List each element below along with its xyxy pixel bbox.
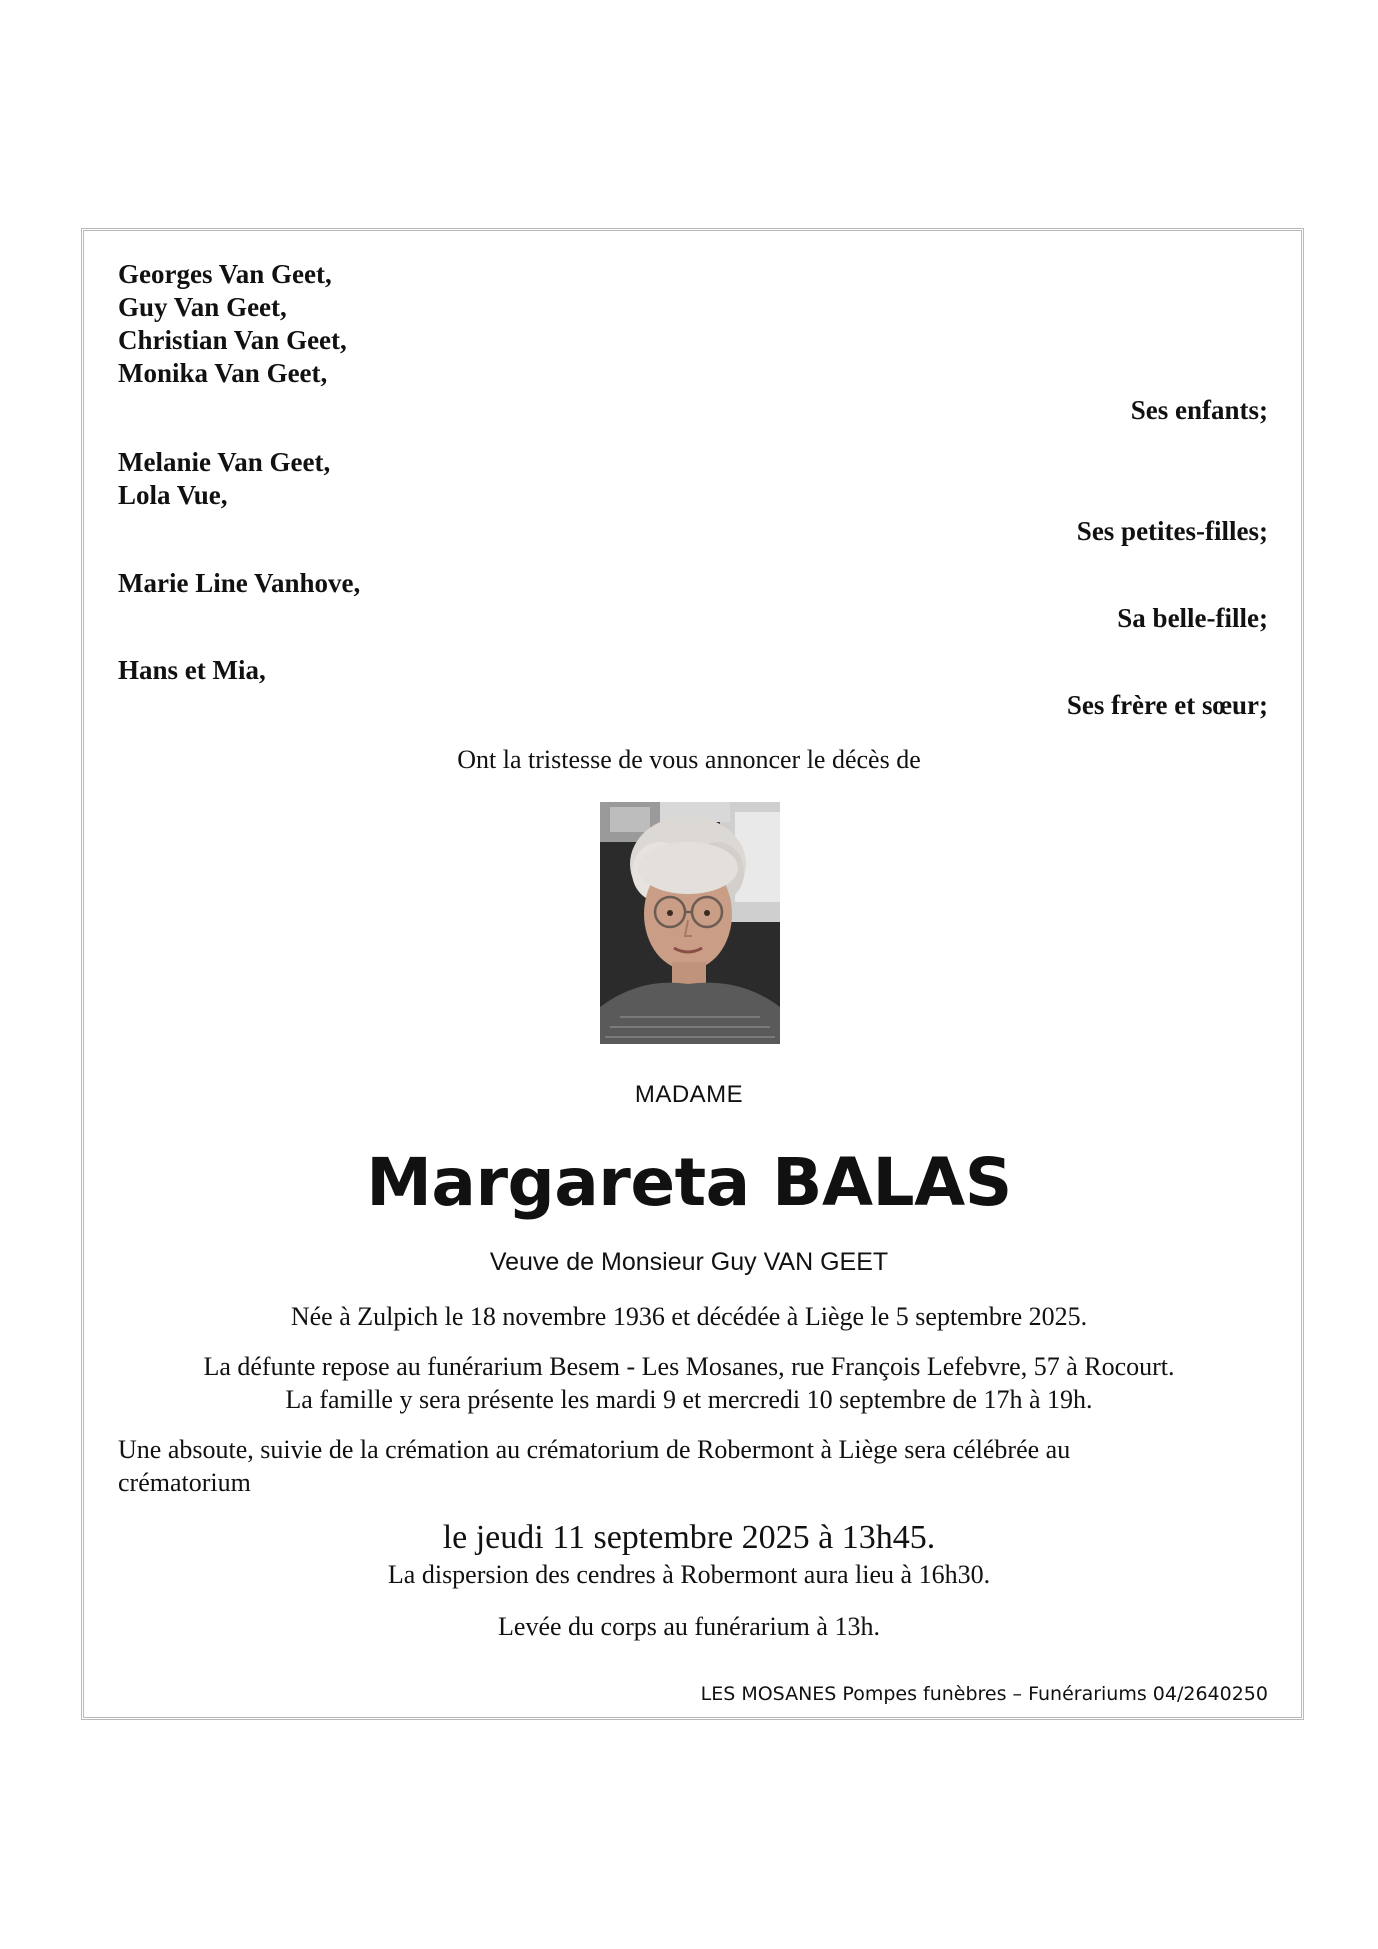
visitation-line-2: La famille y sera présente les mardi 9 et mercredi 10 septembre de 17h à 19h. [285, 1385, 1093, 1414]
funeral-home-footer: LES MOSANES Pompes funèbres – Funérariums 04/2640250 [700, 1683, 1268, 1705]
child-name: Monika Van Geet, [118, 358, 328, 388]
daughter-in-law-relation: Sa belle-fille; [1117, 603, 1268, 633]
ashes-dispersion-text: La dispersion des cendres à Robermont aura lieu à 16h30. [387, 1560, 991, 1589]
granddaughter-name: Lola Vue, [118, 480, 228, 510]
honorific-title: MADAME [634, 1081, 744, 1108]
birth-death-text: Née à Zulpich le 18 novembre 1936 et décédée à Liège le 5 septembre 2025. [290, 1302, 1088, 1331]
portrait-photo [600, 802, 780, 1044]
granddaughters-relation: Ses petites-filles; [1076, 516, 1268, 546]
child-name: Christian Van Geet, [118, 325, 347, 355]
granddaughter-names [118, 446, 330, 512]
granddaughter-name: Melanie Van Geet, [118, 447, 331, 477]
widow-of-text: Veuve de Monsieur Guy VAN GEET [489, 1248, 889, 1276]
daughter-in-law-name: Marie Line Vanhove, [118, 568, 361, 598]
sibling-name: Hans et Mia, [118, 655, 266, 685]
deceased-name: Margareta BALAS [366, 1144, 1012, 1221]
child-name: Guy Van Geet, [118, 292, 287, 322]
portrait-illustration [600, 802, 780, 1044]
siblings-relation: Ses frère et sœur; [1066, 690, 1268, 720]
child-name: Georges Van Geet, [118, 259, 332, 289]
children-relation: Ses enfants; [1130, 395, 1268, 425]
levee-text: Levée du corps au funérarium à 13h. [498, 1612, 880, 1641]
ceremony-date: le jeudi 11 septembre 2025 à 13h45. [442, 1519, 936, 1556]
announcement-text: Ont la tristesse de vous annoncer le décès de [457, 745, 921, 774]
sibling-names [118, 654, 266, 687]
ceremony-text: Une absoute, suivie de la crémation au crématorium de Robermont à Liège sera célébrée au crématorium [118, 1435, 1071, 1497]
daughter-in-law-names [118, 567, 360, 600]
children-names [118, 258, 347, 390]
visitation-line-1: La défunte repose au funérarium Besem - Les Mosanes, rue François Lefebvre, 57 à Rocourt. [203, 1352, 1175, 1381]
